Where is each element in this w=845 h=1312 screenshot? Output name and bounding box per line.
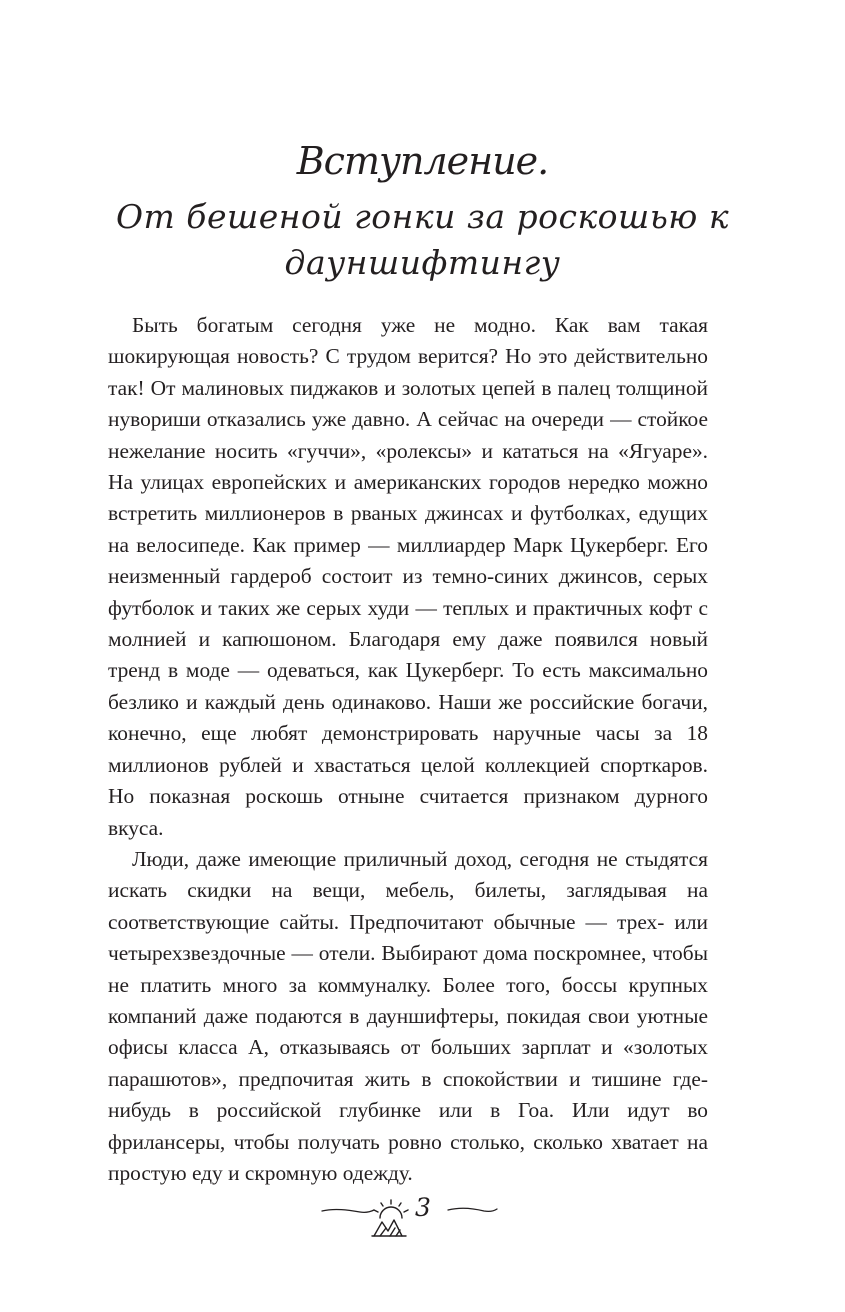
paragraph: Быть богатым сегодня уже не модно. Как вам такая шокирующая новость? С трудом верится? Но это действительно так! От малиновых пиджаков и золотых цепей в палец толщиной нувориши отказались уже давно. А сейчас на очереди — стойкое нежелание носить «гуччи», «ролексы» и кататься на «Ягуаре». На улицах европейских и американских городов нередко можно встретить миллионеров в рваных джинсах и футболках, едущих на велосипеде. Как пример — миллиардер Марк Цукерберг. Его неизменный гардероб состоит из темно-синих джинсов, серых футболок и таких же серых худи — теплых и практичных кофт с молнией и капюшоном. Благодаря ему даже появился новый тренд в моде — одеваться, как Цукерберг. То есть максимально безлико и каждый день одинаково. Наши же российские богачи, конечно, еще любят демонстрировать наручные часы за 18 миллионов рублей и хвастаться целой коллекцией спорткаров. Но показная роскошь отныне считается признаком дурного вкуса. xyxy=(108,313,708,840)
chapter-heading xyxy=(0,138,845,286)
body-text xyxy=(108,310,708,1189)
mountain-sun-icon xyxy=(372,1200,408,1236)
right-swash-line xyxy=(448,1208,497,1211)
left-swash-line xyxy=(322,1209,374,1212)
paragraph: Люди, даже имеющие приличный доход, сегодня не стыдятся искать скидки на вещи, мебель, билеты, заглядывая на соответствующие сайты. Предпочитают обычные — трех- или четырехзвездочные — отели. Выбирают дома поскромнее, чтобы не платить много за коммуналку. Более того, боссы крупных компаний даже подаются в дауншифтеры, покидая свои уютные офисы класса А, отказываясь от больших зарплат и «золотых парашютов», предпочитая жить в спокойствии и тишине где-нибудь в российской глубинке или в Гоа. Или идут во фрилансеры, чтобы получать ровно столько, сколько хватает на простую еду и скромную одежду. xyxy=(108,846,708,1185)
chapter-title: Вступление. xyxy=(296,139,549,183)
chapter-subtitle: От бешеной гонки за роскошью к дауншифтингу xyxy=(115,197,730,282)
page-number: 3 xyxy=(415,1193,431,1222)
